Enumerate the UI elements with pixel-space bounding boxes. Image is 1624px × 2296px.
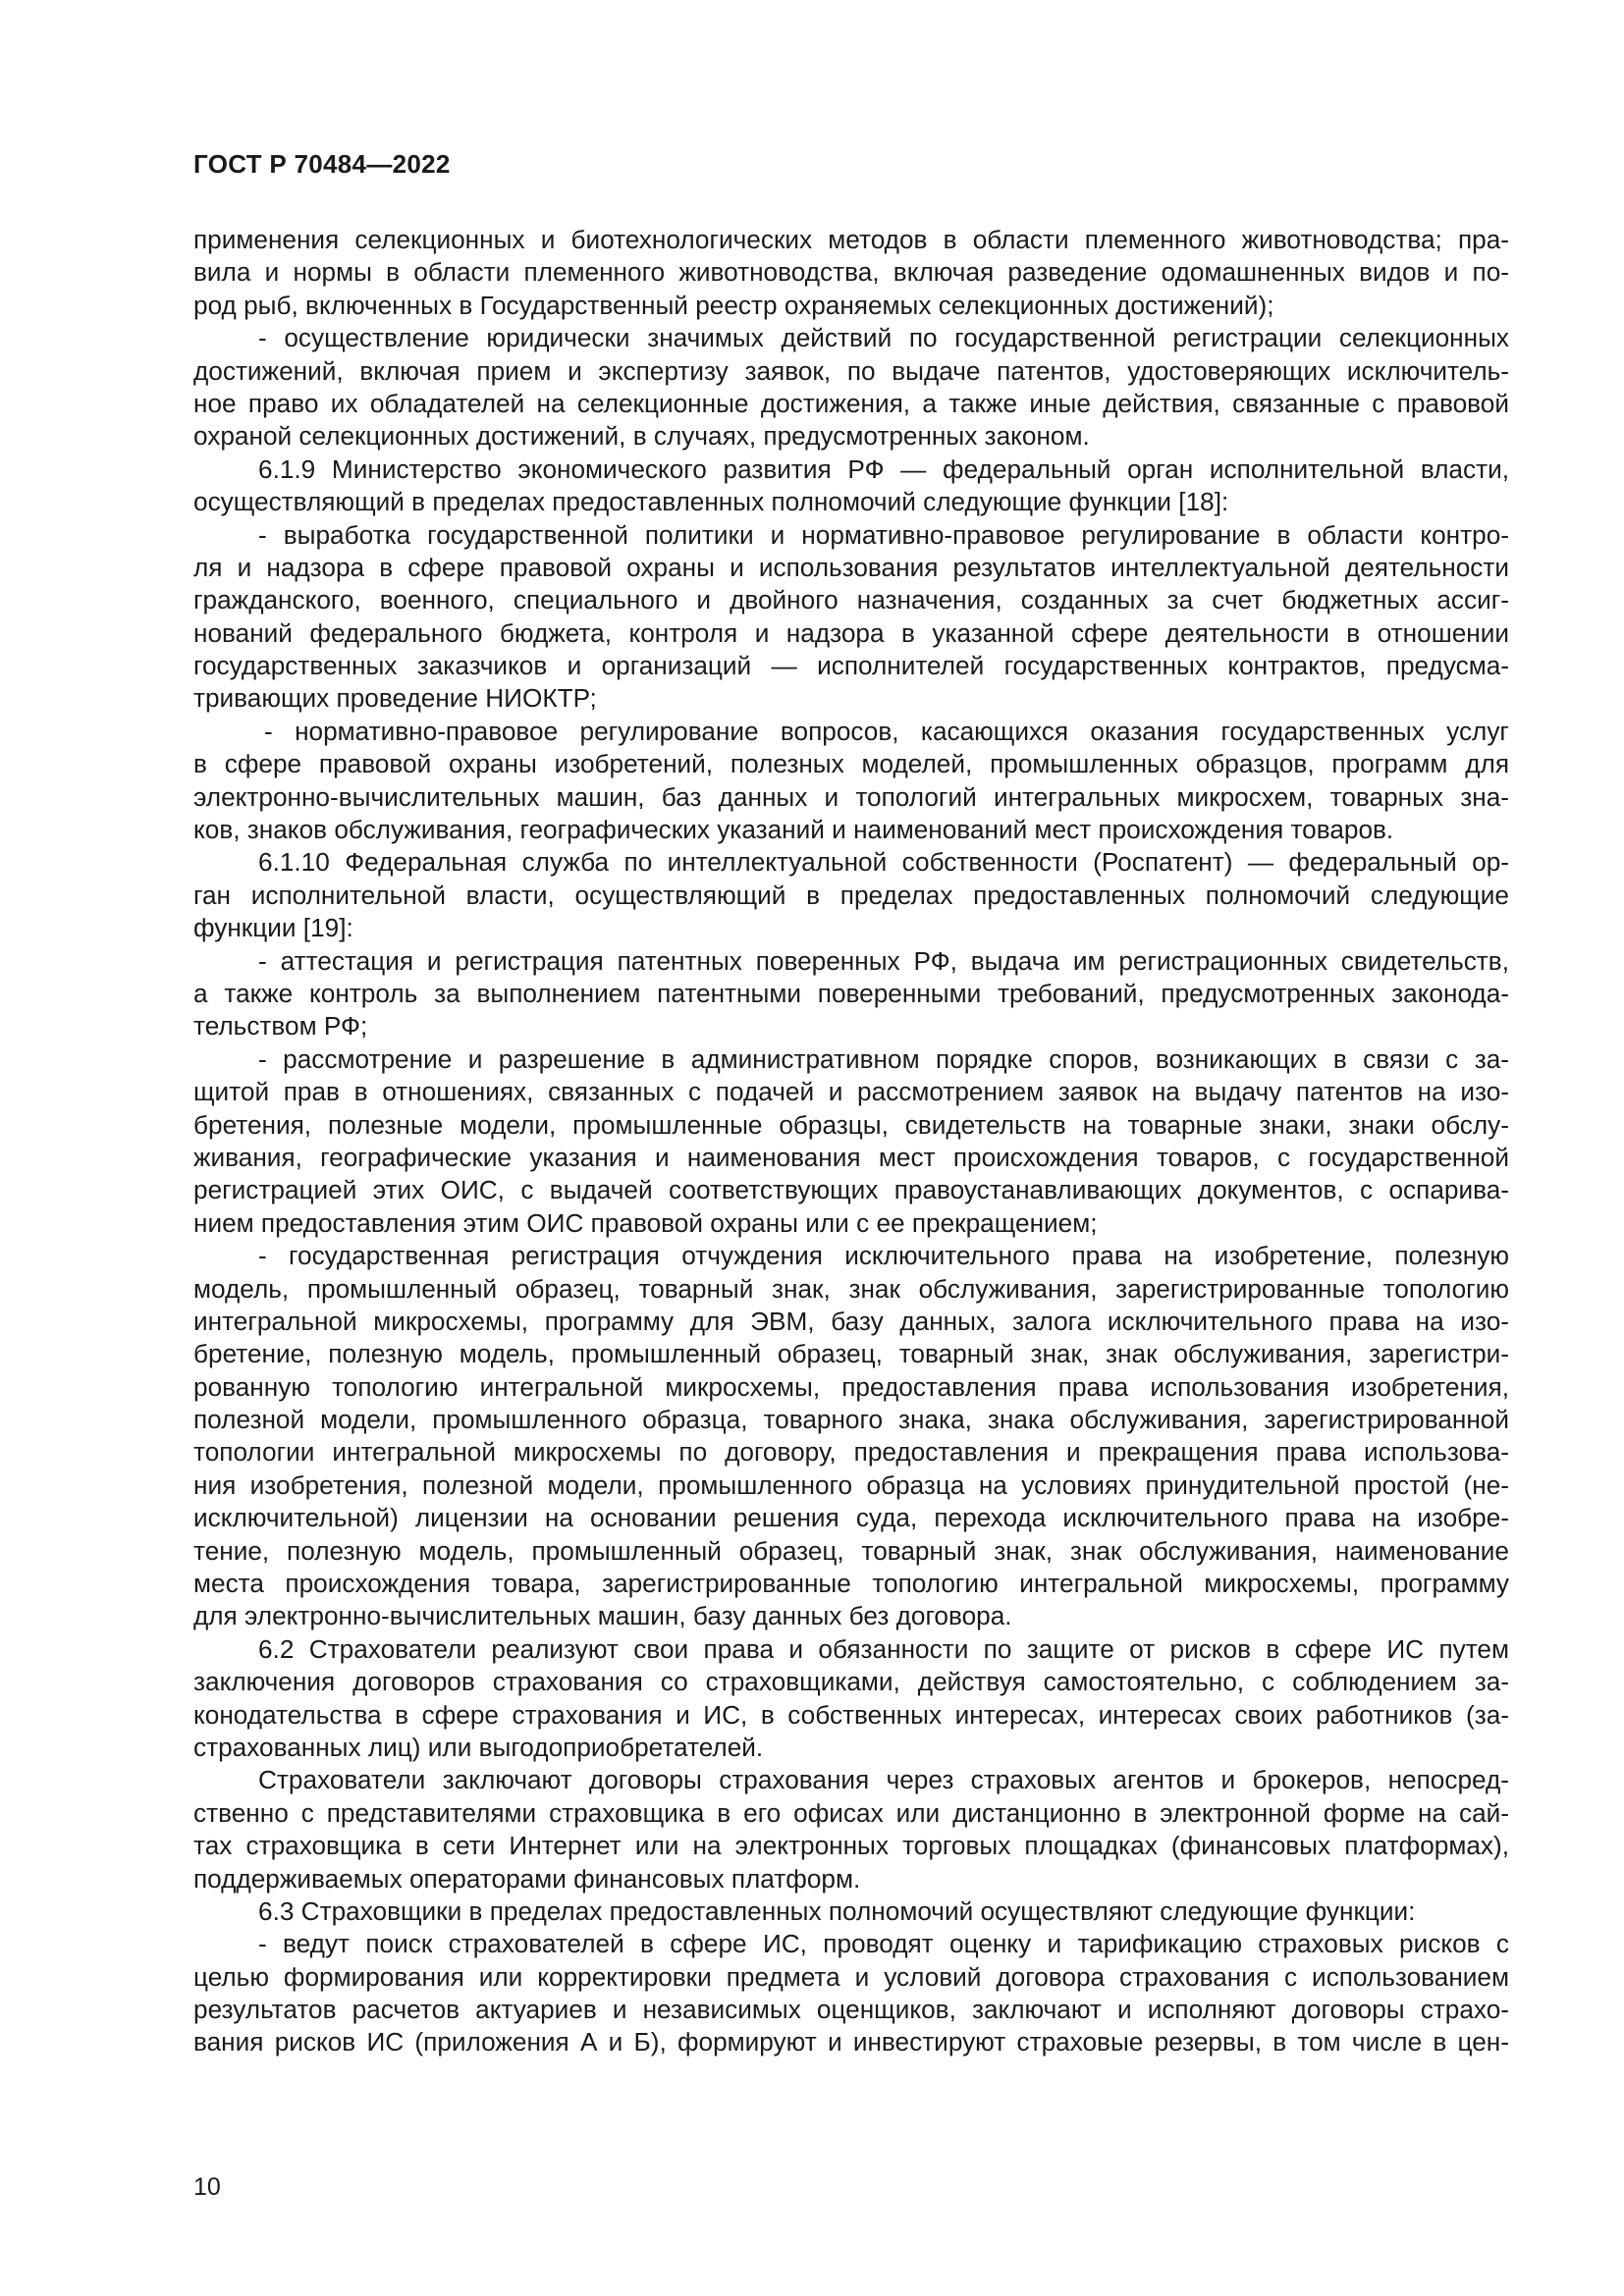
text-line: - осуществление юридически значимых действий по государственной регистрации селекционных — [258, 323, 1509, 353]
text-line: вила и нормы в области племенного животноводства, включая разведение одомашненных видов и по- — [193, 257, 1509, 288]
text-line: функции [19]: — [193, 913, 353, 943]
text-line: исключительной) лицензии на основании решения суда, перехода исключительного права на изобре- — [193, 1503, 1509, 1533]
text-line: ное право их обладателей на селекционные достижения, а также иные действия, связанные с правовой — [193, 388, 1509, 418]
body-text — [193, 224, 1509, 2059]
text-line: - аттестация и регистрация патентных поверенных РФ, выдача им регистрационных свидетельств, — [258, 945, 1509, 976]
text-line: тельством РФ; — [193, 1011, 368, 1041]
text-line: бретение, полезную модель, промышленный образец, товарный знак, знак обслуживания, зарегистри- — [193, 1339, 1509, 1369]
text-line: нием предоставления этим ОИС правовой охраны или с ее прекращением; — [193, 1207, 1098, 1238]
text-line: род рыб, включенных в Государственный реестр охраняемых селекционных достижений); — [193, 290, 1274, 320]
text-line: - выработка государственной политики и нормативно-правовое регулирование в области контро- — [258, 519, 1509, 550]
text-line: поддерживаемых операторами финансовых платформ. — [193, 1863, 861, 1894]
text-line: достижений, включая прием и экспертизу заявок, по выдаче патентов, удостоверяющих исключитель- — [193, 355, 1509, 386]
text-line: электронно-вычислительных машин, баз данных и топологий интегральных микросхем, товарных зна- — [193, 781, 1509, 812]
text-line: тах страховщика в сети Интернет или на электронных торговых площадках (финансовых платформах), — [193, 1831, 1509, 1861]
text-line: топологии интегральной микросхемы по договору, предоставления и прекращения права использова- — [193, 1437, 1509, 1468]
text-line: места происхождения товара, зарегистрированные топологию интегральной микросхемы, программу — [193, 1569, 1509, 1599]
text-line: Страхователи заключают договоры страхования через страховых агентов и брокеров, непосред- — [258, 1765, 1509, 1795]
text-line: - государственная регистрация отчуждения исключительного права на изобретение, полезную — [258, 1241, 1509, 1271]
text-line: 6.1.10 Федеральная служба по интеллектуальной собственности (Роспатент) — федеральный ор- — [258, 847, 1509, 878]
text-line: целью формирования или корректировки предмета и условий договора страхования с использованием — [193, 1961, 1509, 1992]
text-line: конодательства в сфере страхования и ИС, в собственных интересах, интересах своих работников (за- — [193, 1699, 1509, 1730]
text-line: модель, промышленный образец, товарный знак, знак обслуживания, зарегистрированные топологию — [193, 1273, 1509, 1304]
text-line: в сфере правовой охраны изобретений, полезных моделей, промышленных образцов, программ для — [193, 749, 1509, 779]
text-line: 6.2 Страхователи реализуют свои права и обязанности по защите от рисков в сфере ИС путем — [258, 1633, 1509, 1664]
text-line: регистрацией этих ОИС, с выдачей соответствующих правоустанавливающих документов, с оспарива- — [193, 1175, 1509, 1205]
text-line: государственных заказчиков и организаций — исполнителей государственных контрактов, предусма- — [193, 651, 1509, 681]
text-line: а также контроль за выполнением патентными поверенными требований, предусмотренных законода- — [193, 978, 1509, 1008]
text-line: 6.1.9 Министерство экономического развития РФ — федеральный орган исполнительной власти, — [258, 454, 1509, 484]
text-line: вания рисков ИС (приложения А и Б), формируют и инвестируют страховые резервы, в том числе в цен- — [193, 2027, 1509, 2057]
text-line: интегральной микросхемы, программу для ЭВМ, базу данных, залога исключительного права на изо- — [193, 1306, 1509, 1336]
text-line: ган исполнительной власти, осуществляющий в пределах предоставленных полномочий следующие — [193, 880, 1509, 910]
text-line: осуществляющий в пределах предоставленных полномочий следующие функции [18]: — [193, 487, 1229, 517]
text-line: тение, полезную модель, промышленный образец, товарный знак, знак обслуживания, наименование — [193, 1535, 1509, 1566]
text-line: щитой прав в отношениях, связанных с подачей и рассмотрением заявок на выдачу патентов на изо- — [193, 1077, 1509, 1107]
text-line: полезной модели, промышленного образца, товарного знака, знака обслуживания, зарегистрированной — [193, 1405, 1509, 1435]
text-line: рованную топологию интегральной микросхемы, предоставления права использования изобретения, — [193, 1371, 1509, 1402]
text-line: результатов расчетов актуариев и независимых оценщиков, заключают и исполняют договоры страхо- — [193, 1995, 1509, 2025]
text-line: заключения договоров страхования со страховщиками, действуя самостоятельно, с соблюдением за- — [193, 1667, 1509, 1697]
text-line: ля и надзора в сфере правовой охраны и использования результатов интеллектуальной деятельности — [193, 552, 1509, 582]
text-line: страхованных лиц) или выгодоприобретателей. — [193, 1732, 764, 1762]
page-number: 10 — [193, 2173, 221, 2201]
text-line: ков, знаков обслуживания, географических указаний и наименований мест происхождения товаров. — [193, 815, 1394, 845]
text-line: живания, географические указания и наименования мест происхождения товаров, с государственной — [193, 1142, 1509, 1172]
text-line: - ведут поиск страхователей в сфере ИС, проводят оценку и тарификацию страховых рисков с — [258, 1929, 1509, 1959]
text-line: охраной селекционных достижений, в случаях, предусмотренных законом. — [193, 421, 1090, 452]
text-line: гражданского, военного, специального и двойного назначения, созданных за счет бюджетных ассиг- — [193, 585, 1509, 615]
text-line: тривающих проведение НИОКТР; — [193, 683, 597, 714]
text-line: бретения, полезные модели, промышленные образцы, свидетельств на товарные знаки, знаки обслу- — [193, 1109, 1509, 1140]
text-line: применения селекционных и биотехнологических методов в области племенного животноводства; пра- — [193, 225, 1509, 254]
text-line: ния изобретения, полезной модели, промышленного образца на условиях принудительной простой (не- — [193, 1469, 1509, 1500]
text-line: для электронно-вычислительных машин, базу данных без договора. — [193, 1601, 1012, 1631]
text-line: - нормативно-правовое регулирование вопросов, касающихся оказания государственных услуг — [264, 716, 1509, 746]
document-header: ГОСТ Р 70484—2022 — [193, 149, 451, 179]
text-line: - рассмотрение и разрешение в административном порядке споров, возникающих в связи с за- — [258, 1043, 1509, 1074]
text-line: 6.3 Страховщики в пределах предоставленных полномочий осуществляют следующие функции: — [258, 1896, 1416, 1926]
text-line: нований федерального бюджета, контроля и надзора в указанной сфере деятельности в отношении — [193, 617, 1509, 648]
text-line: ственно с представителями страховщика в его офисах или дистанционно в электронной форме на сай- — [193, 1797, 1509, 1828]
